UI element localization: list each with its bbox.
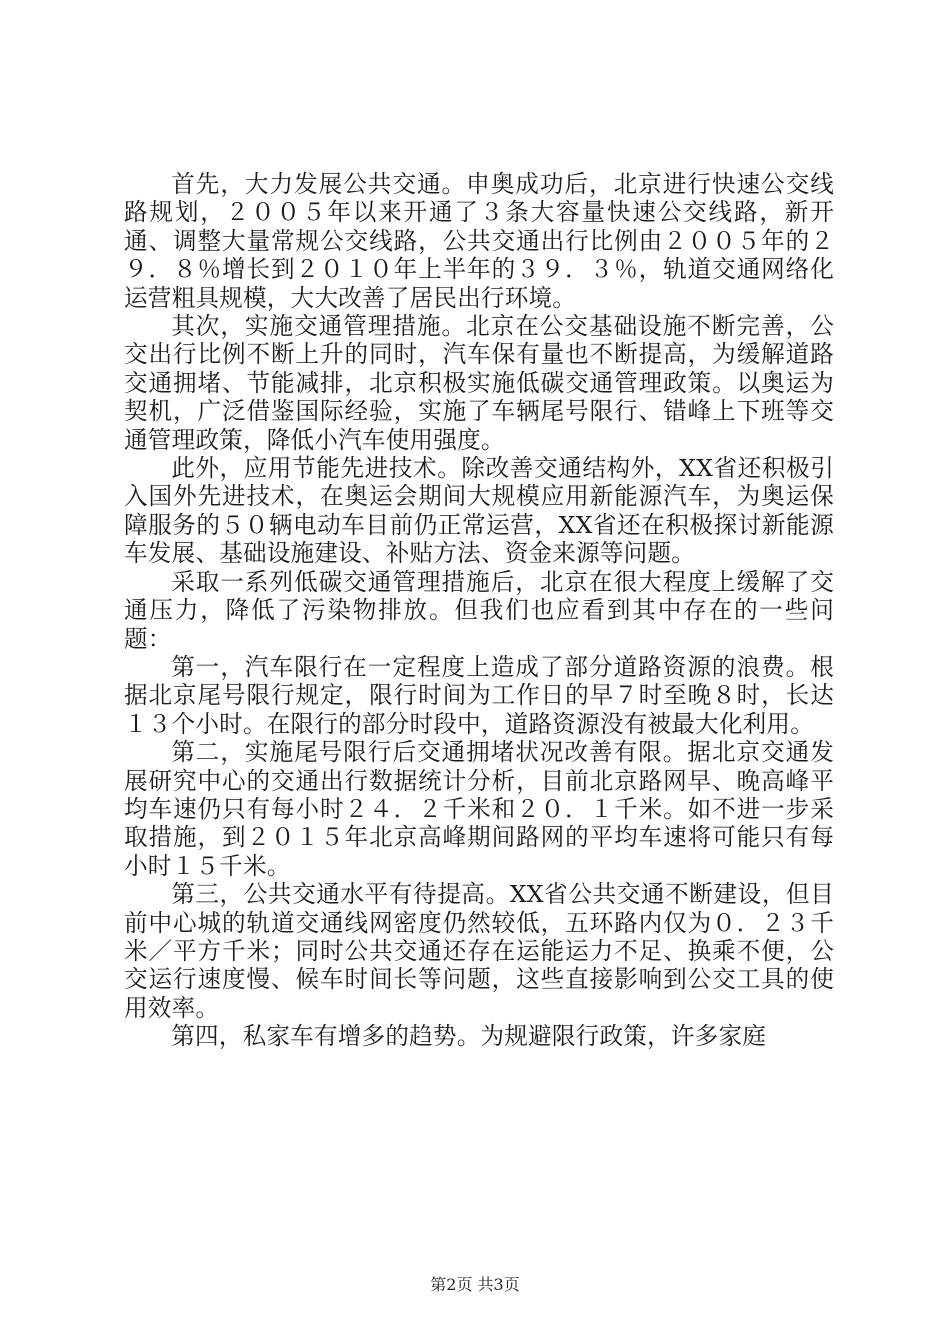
paragraph-problem-two: 第二，实施尾号限行后交通拥堵状况改善有限。据北京交通发展研究中心的交通出行数据统计分析，目前北京路网早、晚高峰平均车速仍只有每小时２４．２千米和２０．１千米。如不进一步采取措施，到２０１５年北京高峰期间路网的平均车速将可能只有每小时１５千米。	[124, 738, 834, 880]
paragraph-energy-tech: 此外，应用节能先进技术。除改善交通结构外，XX省还积极引入国外先进技术，在奥运会期间大规模应用新能源汽车，为奥运保障服务的５０辆电动车目前仍正常运营，XX省还在积极探讨新能源车发展、基础设施建设、补贴方法、资金来源等问题。	[124, 454, 834, 568]
paragraph-problem-three: 第三，公共交通水平有待提高。XX省公共交通不断建设，但目前中心城的轨道交通线网密度仍然较低，五环路内仅为０．２３千米／平方千米；同时公共交通还存在运能运力不足、换乘不便，公交运行速度慢、候车时间长等问题，这些直接影响到公交工具的使用效率。	[124, 880, 834, 1022]
paragraph-problems-intro: 采取一系列低碳交通管理措施后，北京在很大程度上缓解了交通压力，降低了污染物排放。但我们也应看到其中存在的一些问题：	[124, 567, 834, 653]
paragraph-public-transit: 首先，大力发展公共交通。申奥成功后，北京进行快速公交线路规划，２００５年以来开通了３条大容量快速公交线路，新开通、调整大量常规公交线路，公共交通出行比例由２００５年的２９．８％增长到２０１０年上半年的３９．３％，轨道交通网络化运营粗具规模，大大改善了居民出行环境。	[124, 170, 834, 312]
paragraph-problem-four: 第四，私家车有增多的趋势。为规避限行政策，许多家庭	[171, 1022, 767, 1051]
paragraph-traffic-management: 其次，实施交通管理措施。北京在公交基础设施不断完善，公交出行比例不断上升的同时，汽车保有量也不断提高，为缓解道路交通拥堵、节能减排，北京积极实施低碳交通管理政策。以奥运为契机，广泛借鉴国际经验，实施了车辆尾号限行、错峰上下班等交通管理政策，降低小汽车使用强度。	[124, 312, 834, 454]
document-body	[124, 170, 834, 1051]
page-number-footer: 第2页 共3页	[430, 1275, 520, 1294]
paragraph-problem-one: 第一，汽车限行在一定程度上造成了部分道路资源的浪费。根据北京尾号限行规定，限行时间为工作日的早７时至晚８时，长达１３个小时。在限行的部分时段中，道路资源没有被最大化利用。	[124, 652, 834, 738]
